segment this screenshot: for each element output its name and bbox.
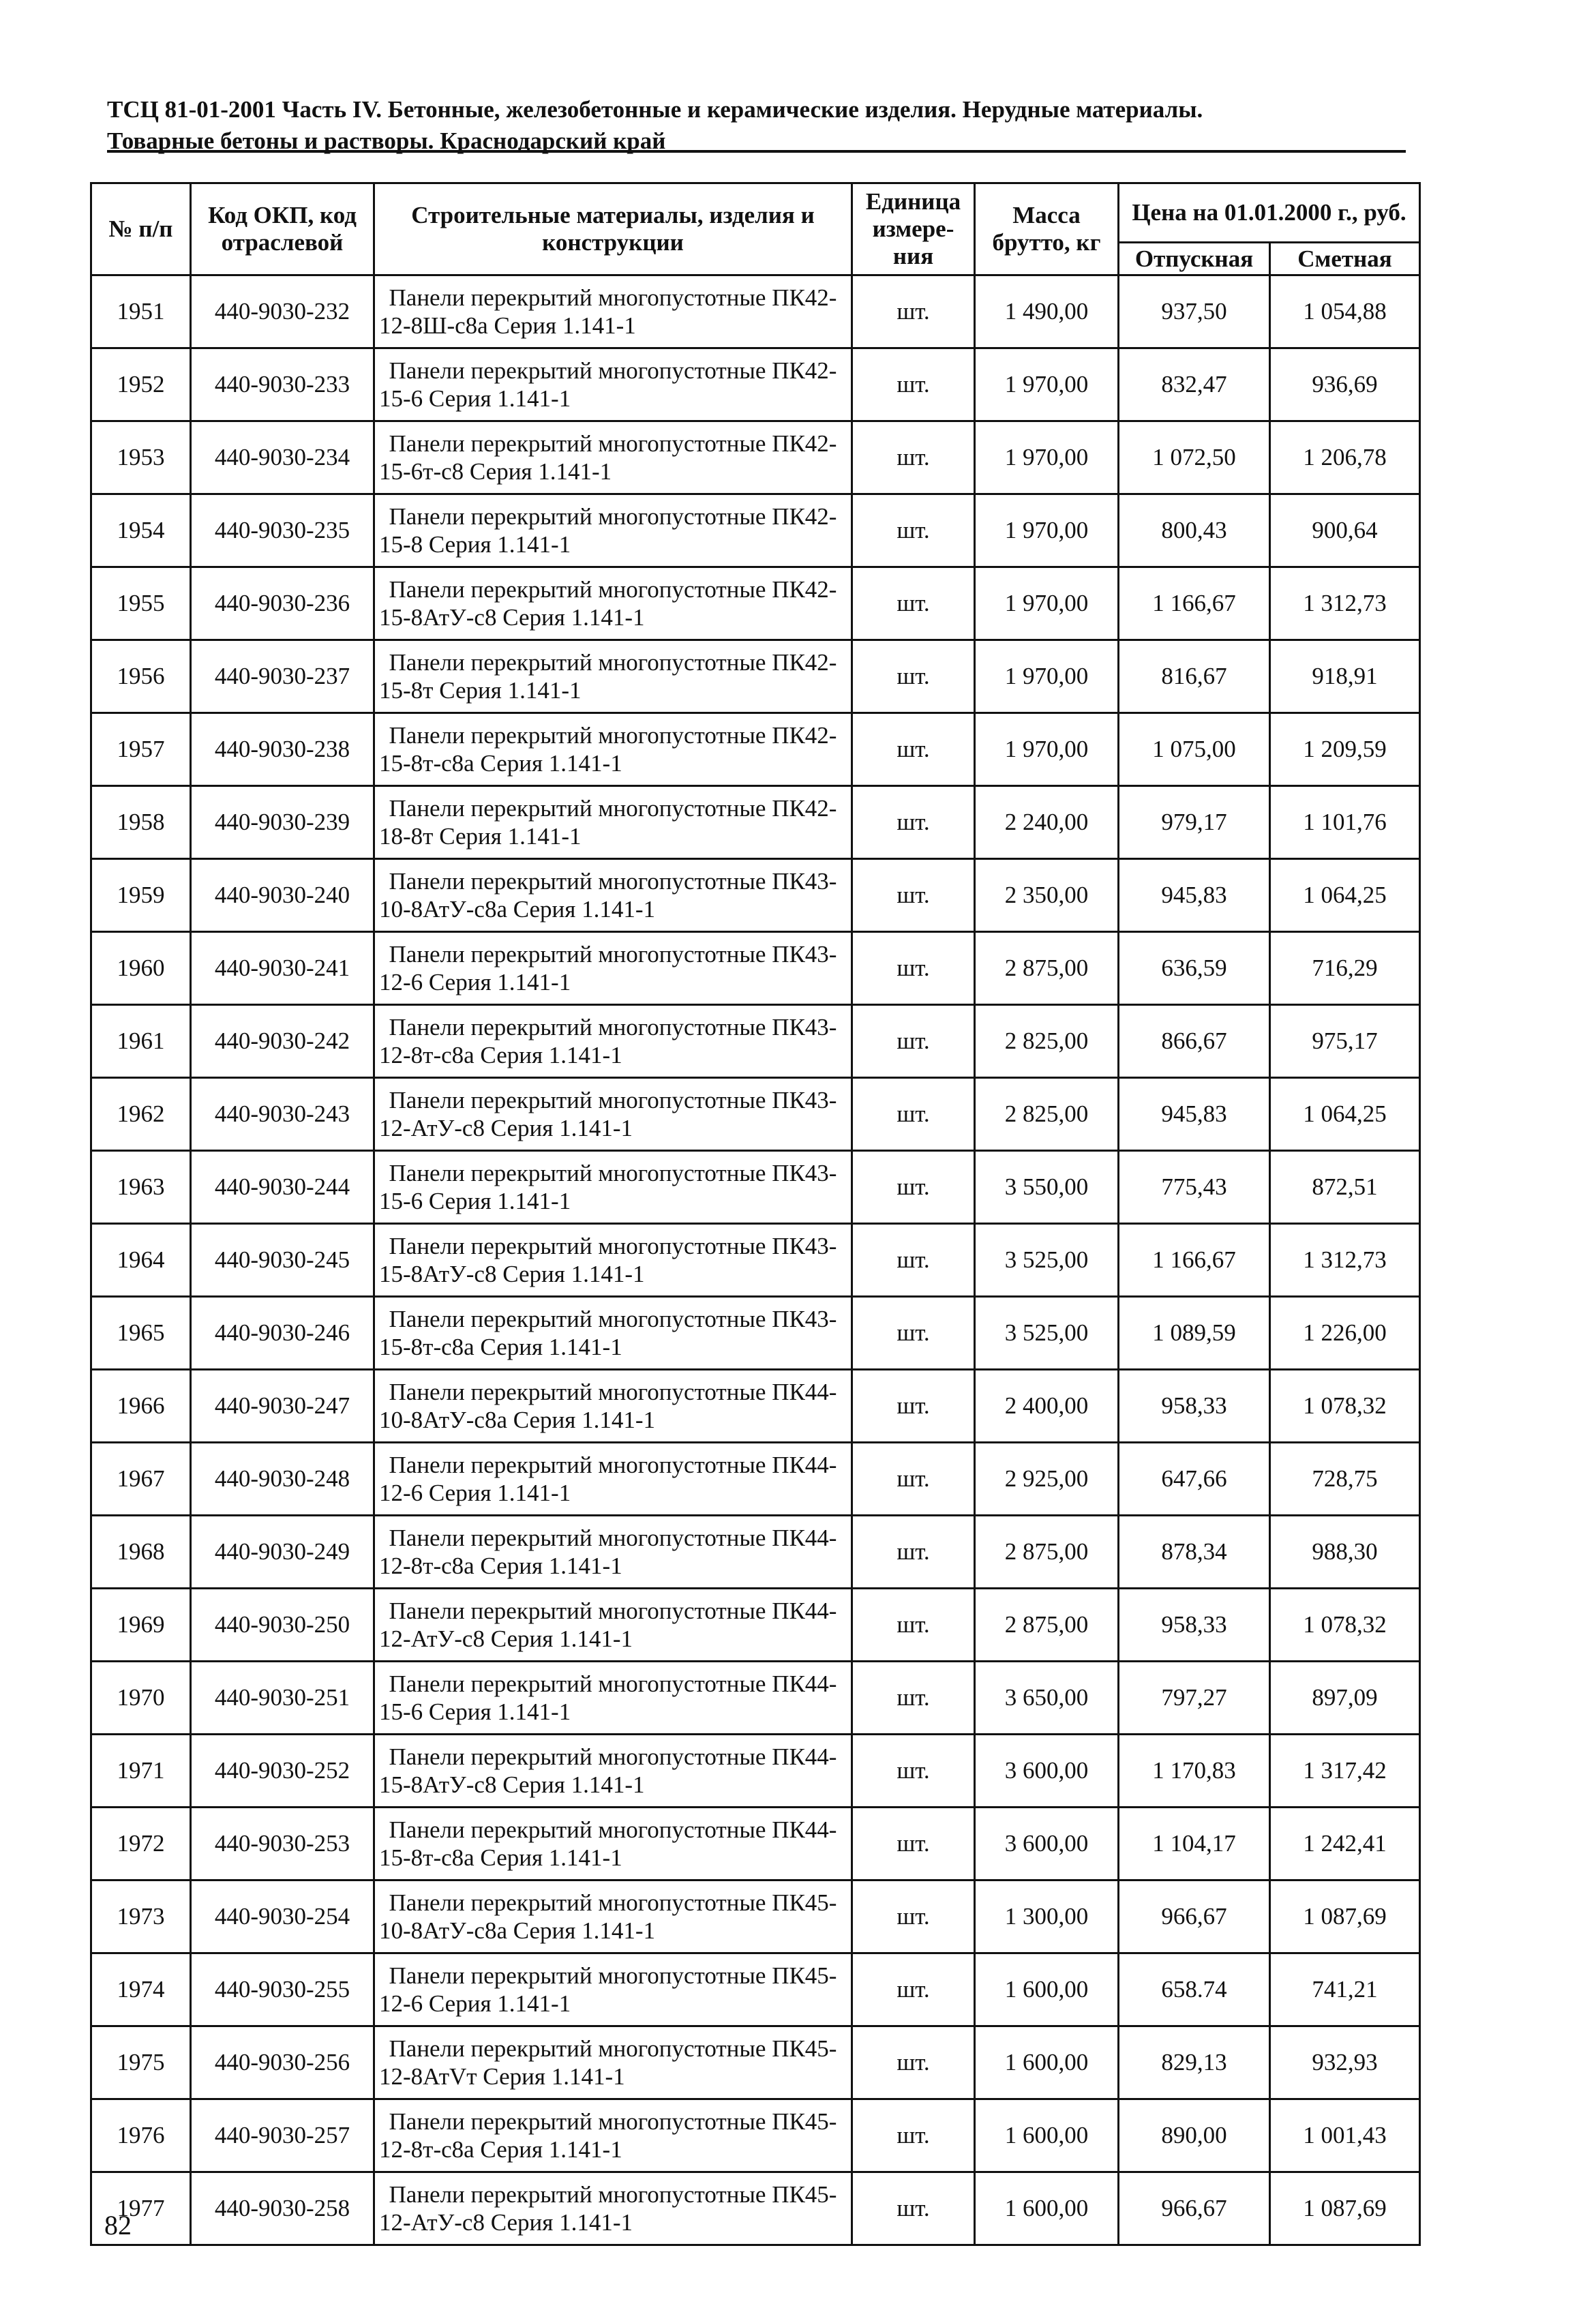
okp-code-cell: 440-9030-241 bbox=[191, 932, 374, 1005]
okp-code-cell: 440-9030-257 bbox=[191, 2099, 374, 2172]
table-row bbox=[91, 494, 1420, 567]
material-name-cell: Панели перекрытий многопустотные ПК44-10-8АтУ-с8а Серия 1.141-1 bbox=[374, 1370, 852, 1443]
row-number-cell: 1977 bbox=[91, 2172, 191, 2245]
header-num: № п/п bbox=[91, 183, 191, 275]
row-number-cell: 1953 bbox=[91, 421, 191, 494]
release-price-cell: 1 075,00 bbox=[1119, 713, 1270, 786]
estimate-price-cell: 975,17 bbox=[1270, 1005, 1420, 1078]
release-price-cell: 636,59 bbox=[1119, 932, 1270, 1005]
okp-code-cell: 440-9030-250 bbox=[191, 1589, 374, 1662]
material-name-cell: Панели перекрытий многопустотные ПК42-15-6 Серия 1.141-1 bbox=[374, 348, 852, 421]
table-row bbox=[91, 567, 1420, 640]
gross-mass-cell: 1 970,00 bbox=[975, 567, 1119, 640]
unit-cell: шт. bbox=[852, 859, 975, 932]
gross-mass-cell: 1 970,00 bbox=[975, 713, 1119, 786]
okp-code-cell: 440-9030-238 bbox=[191, 713, 374, 786]
unit-cell: шт. bbox=[852, 713, 975, 786]
gross-mass-cell: 3 525,00 bbox=[975, 1297, 1119, 1370]
gross-mass-cell: 1 970,00 bbox=[975, 348, 1119, 421]
gross-mass-cell: 3 550,00 bbox=[975, 1151, 1119, 1224]
gross-mass-cell: 2 825,00 bbox=[975, 1078, 1119, 1151]
estimate-price-cell: 1 206,78 bbox=[1270, 421, 1420, 494]
gross-mass-cell: 2 400,00 bbox=[975, 1370, 1119, 1443]
okp-code-cell: 440-9030-256 bbox=[191, 2026, 374, 2099]
estimate-price-cell: 1 242,41 bbox=[1270, 1808, 1420, 1880]
okp-code-cell: 440-9030-258 bbox=[191, 2172, 374, 2245]
row-number-cell: 1975 bbox=[91, 2026, 191, 2099]
estimate-price-cell: 1 054,88 bbox=[1270, 275, 1420, 348]
unit-cell: шт. bbox=[852, 1151, 975, 1224]
gross-mass-cell: 1 970,00 bbox=[975, 421, 1119, 494]
row-number-cell: 1963 bbox=[91, 1151, 191, 1224]
estimate-price-cell: 741,21 bbox=[1270, 1953, 1420, 2026]
table-row bbox=[91, 932, 1420, 1005]
table-row bbox=[91, 1370, 1420, 1443]
estimate-price-cell: 1 001,43 bbox=[1270, 2099, 1420, 2172]
unit-cell: шт. bbox=[852, 1443, 975, 1516]
material-name-cell: Панели перекрытий многопустотные ПК44-12-8т-с8а Серия 1.141-1 bbox=[374, 1516, 852, 1589]
row-number-cell: 1961 bbox=[91, 1005, 191, 1078]
unit-cell: шт. bbox=[852, 2026, 975, 2099]
table-row bbox=[91, 640, 1420, 713]
row-number-cell: 1952 bbox=[91, 348, 191, 421]
release-price-cell: 1 170,83 bbox=[1119, 1735, 1270, 1808]
material-name-cell: Панели перекрытий многопустотные ПК42-12-8Ш-с8а Серия 1.141-1 bbox=[374, 275, 852, 348]
material-name-cell: Панели перекрытий многопустотные ПК45-12-8АтVт Серия 1.141-1 bbox=[374, 2026, 852, 2099]
estimate-price-cell: 1 087,69 bbox=[1270, 1880, 1420, 1953]
gross-mass-cell: 2 925,00 bbox=[975, 1443, 1119, 1516]
release-price-cell: 979,17 bbox=[1119, 786, 1270, 859]
release-price-cell: 1 166,67 bbox=[1119, 567, 1270, 640]
row-number-cell: 1957 bbox=[91, 713, 191, 786]
gross-mass-cell: 2 825,00 bbox=[975, 1005, 1119, 1078]
table-row bbox=[91, 2099, 1420, 2172]
document-header bbox=[107, 94, 1406, 157]
okp-code-cell: 440-9030-248 bbox=[191, 1443, 374, 1516]
unit-cell: шт. bbox=[852, 1880, 975, 1953]
row-number-cell: 1972 bbox=[91, 1808, 191, 1880]
material-name-cell: Панели перекрытий многопустотные ПК45-12-8т-с8а Серия 1.141-1 bbox=[374, 2099, 852, 2172]
table-row bbox=[91, 1005, 1420, 1078]
release-price-cell: 832,47 bbox=[1119, 348, 1270, 421]
unit-cell: шт. bbox=[852, 1005, 975, 1078]
unit-cell: шт. bbox=[852, 1662, 975, 1735]
okp-code-cell: 440-9030-233 bbox=[191, 348, 374, 421]
release-price-cell: 966,67 bbox=[1119, 1880, 1270, 1953]
okp-code-cell: 440-9030-237 bbox=[191, 640, 374, 713]
gross-mass-cell: 1 970,00 bbox=[975, 640, 1119, 713]
okp-code-cell: 440-9030-234 bbox=[191, 421, 374, 494]
table-row bbox=[91, 421, 1420, 494]
gross-mass-cell: 3 525,00 bbox=[975, 1224, 1119, 1297]
okp-code-cell: 440-9030-253 bbox=[191, 1808, 374, 1880]
estimate-price-cell: 872,51 bbox=[1270, 1151, 1420, 1224]
row-number-cell: 1974 bbox=[91, 1953, 191, 2026]
table-row bbox=[91, 275, 1420, 348]
okp-code-cell: 440-9030-249 bbox=[191, 1516, 374, 1589]
material-name-cell: Панели перекрытий многопустотные ПК44-12-АтУ-с8 Серия 1.141-1 bbox=[374, 1589, 852, 1662]
row-number-cell: 1962 bbox=[91, 1078, 191, 1151]
okp-code-cell: 440-9030-243 bbox=[191, 1078, 374, 1151]
material-name-cell: Панели перекрытий многопустотные ПК43-15-8т-с8а Серия 1.141-1 bbox=[374, 1297, 852, 1370]
okp-code-cell: 440-9030-244 bbox=[191, 1151, 374, 1224]
material-name-cell: Панели перекрытий многопустотные ПК43-12-6 Серия 1.141-1 bbox=[374, 932, 852, 1005]
row-number-cell: 1973 bbox=[91, 1880, 191, 1953]
okp-code-cell: 440-9030-251 bbox=[191, 1662, 374, 1735]
table-row bbox=[91, 1151, 1420, 1224]
material-name-cell: Панели перекрытий многопустотные ПК42-15-8т-с8а Серия 1.141-1 bbox=[374, 713, 852, 786]
material-name-cell: Панели перекрытий многопустотные ПК42-15-8 Серия 1.141-1 bbox=[374, 494, 852, 567]
okp-code-cell: 440-9030-252 bbox=[191, 1735, 374, 1808]
estimate-price-cell: 1 078,32 bbox=[1270, 1370, 1420, 1443]
estimate-price-cell: 728,75 bbox=[1270, 1443, 1420, 1516]
unit-cell: шт. bbox=[852, 1224, 975, 1297]
gross-mass-cell: 2 875,00 bbox=[975, 932, 1119, 1005]
table-row bbox=[91, 713, 1420, 786]
table-row bbox=[91, 1735, 1420, 1808]
gross-mass-cell: 3 600,00 bbox=[975, 1735, 1119, 1808]
unit-cell: шт. bbox=[852, 1516, 975, 1589]
material-name-cell: Панели перекрытий многопустотные ПК42-15-6т-с8 Серия 1.141-1 bbox=[374, 421, 852, 494]
release-price-cell: 800,43 bbox=[1119, 494, 1270, 567]
estimate-price-cell: 1 312,73 bbox=[1270, 1224, 1420, 1297]
release-price-cell: 878,34 bbox=[1119, 1516, 1270, 1589]
table-row bbox=[91, 348, 1420, 421]
unit-cell: шт. bbox=[852, 275, 975, 348]
table-row bbox=[91, 1078, 1420, 1151]
unit-cell: шт. bbox=[852, 932, 975, 1005]
header-price-release: Отпускная bbox=[1119, 243, 1270, 275]
estimate-price-cell: 1 317,42 bbox=[1270, 1735, 1420, 1808]
row-number-cell: 1960 bbox=[91, 932, 191, 1005]
material-name-cell: Панели перекрытий многопустотные ПК43-10-8АтУ-с8а Серия 1.141-1 bbox=[374, 859, 852, 932]
row-number-cell: 1955 bbox=[91, 567, 191, 640]
estimate-price-cell: 1 209,59 bbox=[1270, 713, 1420, 786]
release-price-cell: 958,33 bbox=[1119, 1589, 1270, 1662]
table-row bbox=[91, 1880, 1420, 1953]
okp-code-cell: 440-9030-255 bbox=[191, 1953, 374, 2026]
unit-cell: шт. bbox=[852, 2099, 975, 2172]
unit-cell: шт. bbox=[852, 1589, 975, 1662]
table-row bbox=[91, 1516, 1420, 1589]
estimate-price-cell: 936,69 bbox=[1270, 348, 1420, 421]
row-number-cell: 1966 bbox=[91, 1370, 191, 1443]
estimate-price-cell: 988,30 bbox=[1270, 1516, 1420, 1589]
material-name-cell: Панели перекрытий многопустотные ПК44-15-8АтУ-с8 Серия 1.141-1 bbox=[374, 1735, 852, 1808]
table-body bbox=[91, 275, 1420, 2245]
release-price-cell: 1 089,59 bbox=[1119, 1297, 1270, 1370]
row-number-cell: 1969 bbox=[91, 1589, 191, 1662]
estimate-price-cell: 1 312,73 bbox=[1270, 567, 1420, 640]
okp-code-cell: 440-9030-240 bbox=[191, 859, 374, 932]
material-name-cell: Панели перекрытий многопустотные ПК43-12-АтУ-с8 Серия 1.141-1 bbox=[374, 1078, 852, 1151]
gross-mass-cell: 2 875,00 bbox=[975, 1516, 1119, 1589]
header-unit: Единица измере-ния bbox=[852, 183, 975, 275]
material-name-cell: Панели перекрытий многопустотные ПК45-12-6 Серия 1.141-1 bbox=[374, 1953, 852, 2026]
row-number-cell: 1964 bbox=[91, 1224, 191, 1297]
header-price-estimate: Сметная bbox=[1270, 243, 1420, 275]
gross-mass-cell: 1 600,00 bbox=[975, 2026, 1119, 2099]
okp-code-cell: 440-9030-245 bbox=[191, 1224, 374, 1297]
table-row bbox=[91, 2172, 1420, 2245]
unit-cell: шт. bbox=[852, 1953, 975, 2026]
okp-code-cell: 440-9030-246 bbox=[191, 1297, 374, 1370]
gross-mass-cell: 1 300,00 bbox=[975, 1880, 1119, 1953]
release-price-cell: 1 072,50 bbox=[1119, 421, 1270, 494]
unit-cell: шт. bbox=[852, 640, 975, 713]
okp-code-cell: 440-9030-235 bbox=[191, 494, 374, 567]
header-price-group: Цена на 01.01.2000 г., руб. bbox=[1119, 183, 1420, 243]
row-number-cell: 1967 bbox=[91, 1443, 191, 1516]
row-number-cell: 1965 bbox=[91, 1297, 191, 1370]
row-number-cell: 1954 bbox=[91, 494, 191, 567]
header-line-2: Товарные бетоны и растворы. Краснодарский край bbox=[107, 128, 666, 154]
table-row bbox=[91, 1953, 1420, 2026]
gross-mass-cell: 2 350,00 bbox=[975, 859, 1119, 932]
unit-cell: шт. bbox=[852, 1078, 975, 1151]
release-price-cell: 866,67 bbox=[1119, 1005, 1270, 1078]
release-price-cell: 937,50 bbox=[1119, 275, 1270, 348]
gross-mass-cell: 1 490,00 bbox=[975, 275, 1119, 348]
header-line-1: ТСЦ 81-01-2001 Часть IV. Бетонные, железобетонные и керамические изделия. Нерудные материалы. bbox=[107, 96, 1203, 123]
release-price-cell: 890,00 bbox=[1119, 2099, 1270, 2172]
table-row bbox=[91, 1443, 1420, 1516]
gross-mass-cell: 1 970,00 bbox=[975, 494, 1119, 567]
unit-cell: шт. bbox=[852, 1297, 975, 1370]
row-number-cell: 1968 bbox=[91, 1516, 191, 1589]
material-name-cell: Панели перекрытий многопустотные ПК44-15-8т-с8а Серия 1.141-1 bbox=[374, 1808, 852, 1880]
material-name-cell: Панели перекрытий многопустотные ПК44-12-6 Серия 1.141-1 bbox=[374, 1443, 852, 1516]
row-number-cell: 1959 bbox=[91, 859, 191, 932]
unit-cell: шт. bbox=[852, 567, 975, 640]
header-code: Код ОКП, код отраслевой bbox=[191, 183, 374, 275]
header-name: Строительные материалы, изделия и конструкции bbox=[374, 183, 852, 275]
okp-code-cell: 440-9030-232 bbox=[191, 275, 374, 348]
estimate-price-cell: 900,64 bbox=[1270, 494, 1420, 567]
release-price-cell: 829,13 bbox=[1119, 2026, 1270, 2099]
table-row bbox=[91, 1297, 1420, 1370]
estimate-price-cell: 1 078,32 bbox=[1270, 1589, 1420, 1662]
price-table bbox=[90, 182, 1421, 2246]
release-price-cell: 775,43 bbox=[1119, 1151, 1270, 1224]
unit-cell: шт. bbox=[852, 348, 975, 421]
estimate-price-cell: 1 087,69 bbox=[1270, 2172, 1420, 2245]
okp-code-cell: 440-9030-247 bbox=[191, 1370, 374, 1443]
page-number: 82 bbox=[104, 2210, 132, 2240]
okp-code-cell: 440-9030-242 bbox=[191, 1005, 374, 1078]
estimate-price-cell: 897,09 bbox=[1270, 1662, 1420, 1735]
material-name-cell: Панели перекрытий многопустотные ПК45-10-8АтУ-с8а Серия 1.141-1 bbox=[374, 1880, 852, 1953]
unit-cell: шт. bbox=[852, 786, 975, 859]
gross-mass-cell: 3 650,00 bbox=[975, 1662, 1119, 1735]
material-name-cell: Панели перекрытий многопустотные ПК45-12-АтУ-с8 Серия 1.141-1 bbox=[374, 2172, 852, 2245]
header-mass: Масса брутто, кг bbox=[975, 183, 1119, 275]
release-price-cell: 945,83 bbox=[1119, 1078, 1270, 1151]
estimate-price-cell: 1 226,00 bbox=[1270, 1297, 1420, 1370]
unit-cell: шт. bbox=[852, 1735, 975, 1808]
okp-code-cell: 440-9030-239 bbox=[191, 786, 374, 859]
unit-cell: шт. bbox=[852, 2172, 975, 2245]
table-row bbox=[91, 1224, 1420, 1297]
table-row bbox=[91, 1589, 1420, 1662]
gross-mass-cell: 1 600,00 bbox=[975, 1953, 1119, 2026]
unit-cell: шт. bbox=[852, 421, 975, 494]
release-price-cell: 797,27 bbox=[1119, 1662, 1270, 1735]
table-row bbox=[91, 2026, 1420, 2099]
table-row bbox=[91, 1662, 1420, 1735]
unit-cell: шт. bbox=[852, 494, 975, 567]
material-name-cell: Панели перекрытий многопустотные ПК43-12-8т-с8а Серия 1.141-1 bbox=[374, 1005, 852, 1078]
gross-mass-cell: 2 240,00 bbox=[975, 786, 1119, 859]
estimate-price-cell: 1 101,76 bbox=[1270, 786, 1420, 859]
gross-mass-cell: 3 600,00 bbox=[975, 1808, 1119, 1880]
release-price-cell: 658.74 bbox=[1119, 1953, 1270, 2026]
row-number-cell: 1956 bbox=[91, 640, 191, 713]
estimate-price-cell: 1 064,25 bbox=[1270, 1078, 1420, 1151]
table-header bbox=[91, 183, 1420, 275]
table-row bbox=[91, 859, 1420, 932]
material-name-cell: Панели перекрытий многопустотные ПК43-15-8АтУ-с8 Серия 1.141-1 bbox=[374, 1224, 852, 1297]
unit-cell: шт. bbox=[852, 1370, 975, 1443]
header-divider bbox=[107, 150, 1406, 153]
material-name-cell: Панели перекрытий многопустотные ПК42-18-8т Серия 1.141-1 bbox=[374, 786, 852, 859]
table-row bbox=[91, 786, 1420, 859]
row-number-cell: 1976 bbox=[91, 2099, 191, 2172]
release-price-cell: 647,66 bbox=[1119, 1443, 1270, 1516]
material-name-cell: Панели перекрытий многопустотные ПК43-15-6 Серия 1.141-1 bbox=[374, 1151, 852, 1224]
estimate-price-cell: 1 064,25 bbox=[1270, 859, 1420, 932]
table-row bbox=[91, 1808, 1420, 1880]
release-price-cell: 1 104,17 bbox=[1119, 1808, 1270, 1880]
release-price-cell: 1 166,67 bbox=[1119, 1224, 1270, 1297]
unit-cell: шт. bbox=[852, 1808, 975, 1880]
material-name-cell: Панели перекрытий многопустотные ПК42-15-8т Серия 1.141-1 bbox=[374, 640, 852, 713]
material-name-cell: Панели перекрытий многопустотные ПК44-15-6 Серия 1.141-1 bbox=[374, 1662, 852, 1735]
material-name-cell: Панели перекрытий многопустотные ПК42-15-8АтУ-с8 Серия 1.141-1 bbox=[374, 567, 852, 640]
row-number-cell: 1971 bbox=[91, 1735, 191, 1808]
okp-code-cell: 440-9030-236 bbox=[191, 567, 374, 640]
gross-mass-cell: 1 600,00 bbox=[975, 2172, 1119, 2245]
release-price-cell: 958,33 bbox=[1119, 1370, 1270, 1443]
release-price-cell: 816,67 bbox=[1119, 640, 1270, 713]
estimate-price-cell: 716,29 bbox=[1270, 932, 1420, 1005]
release-price-cell: 945,83 bbox=[1119, 859, 1270, 932]
row-number-cell: 1970 bbox=[91, 1662, 191, 1735]
okp-code-cell: 440-9030-254 bbox=[191, 1880, 374, 1953]
row-number-cell: 1958 bbox=[91, 786, 191, 859]
gross-mass-cell: 2 875,00 bbox=[975, 1589, 1119, 1662]
row-number-cell: 1951 bbox=[91, 275, 191, 348]
estimate-price-cell: 918,91 bbox=[1270, 640, 1420, 713]
estimate-price-cell: 932,93 bbox=[1270, 2026, 1420, 2099]
release-price-cell: 966,67 bbox=[1119, 2172, 1270, 2245]
gross-mass-cell: 1 600,00 bbox=[975, 2099, 1119, 2172]
